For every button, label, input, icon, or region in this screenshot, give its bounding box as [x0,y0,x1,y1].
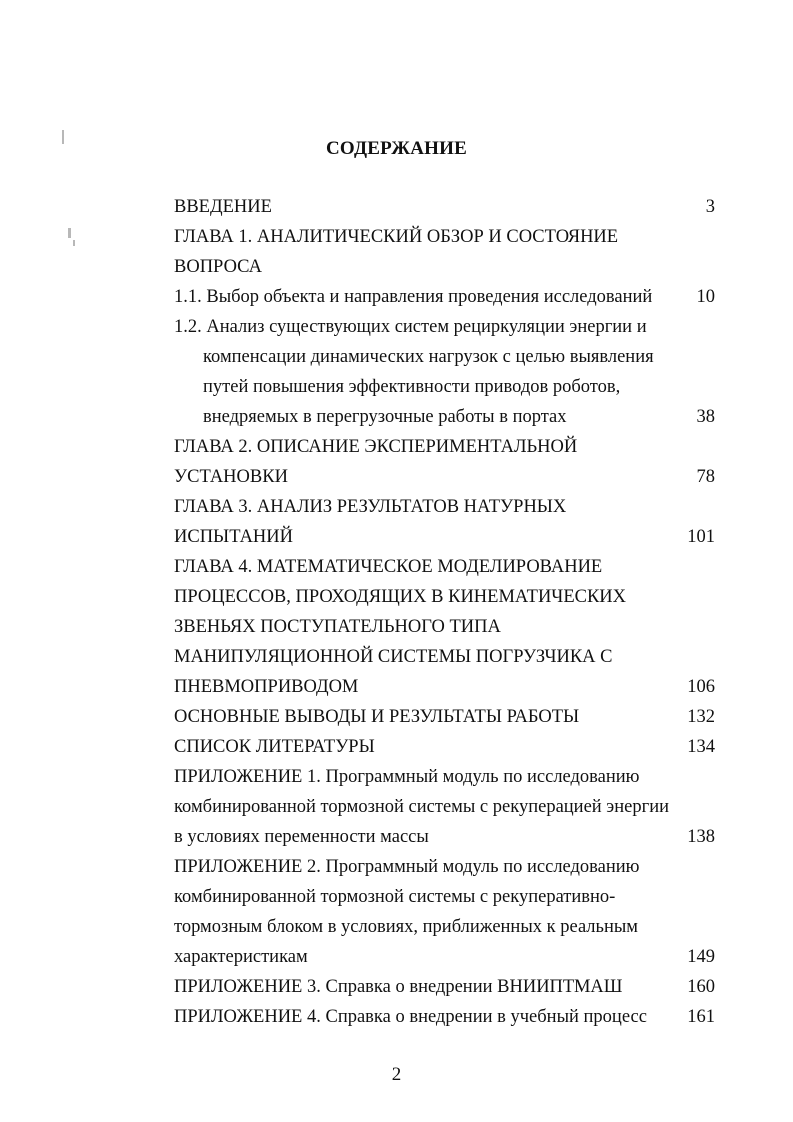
toc-page-number: 160 [687,977,715,997]
toc-entry-line: ЗВЕНЬЯХ ПОСТУПАТЕЛЬНОГО ТИПА [174,617,501,637]
toc-entry-line: ВОПРОСА [174,257,262,277]
toc-entry-line: характеристикам [174,947,308,967]
toc-entry-line: внедряемых в перегрузочные работы в портах [203,407,567,427]
toc-page-number: 132 [687,707,715,727]
toc-page-number: 149 [687,947,715,967]
scan-artifact [68,228,71,238]
toc-entry-line: комбинированной тормозной системы с рекуперативно- [174,887,616,907]
toc-page-number: 38 [696,407,715,427]
toc-entry-line: комбинированной тормозной системы с рекуперацией энергии [174,797,670,817]
toc-page-number: 138 [687,827,715,847]
toc-entry-line: тормозным блоком в условиях, приближенных к реальным [174,917,639,937]
toc-page-number: 101 [687,527,715,547]
toc-page-number: 134 [687,737,715,757]
toc-entry-line: УСТАНОВКИ [174,467,288,487]
toc-entry-line: ГЛАВА 2. ОПИСАНИЕ ЭКСПЕРИМЕНТАЛЬНОЙ [174,437,578,457]
toc-page-number: 10 [696,287,715,307]
toc-entry-line: компенсации динамических нагрузок с целью выявления [203,347,654,367]
toc-entry-line: ГЛАВА 1. АНАЛИТИЧЕСКИЙ ОБЗОР И СОСТОЯНИЕ [174,227,619,247]
toc-entry-line: 1.1. Выбор объекта и направления проведения исследований [174,287,653,307]
toc-entry-line: ПРИЛОЖЕНИЕ 3. Справка о внедрении ВНИИПТМАШ [174,977,623,997]
toc-page-number: 78 [696,467,715,487]
toc-entry-line: ГЛАВА 4. МАТЕМАТИЧЕСКОЕ МОДЕЛИРОВАНИЕ [174,557,603,577]
toc-entry-line: ПРОЦЕССОВ, ПРОХОДЯЩИХ В КИНЕМАТИЧЕСКИХ [174,587,627,607]
toc-entry-line: СПИСОК ЛИТЕРАТУРЫ [174,737,375,757]
toc-page-number: 161 [687,1007,715,1027]
page-number: 2 [391,1064,402,1085]
toc-entry-line: ПРИЛОЖЕНИЕ 1. Программный модуль по исследованию [174,767,640,787]
toc-entry-line: путей повышения эффективности приводов роботов, [203,377,621,397]
toc-entry-line: в условиях переменности массы [174,827,429,847]
scan-artifact [73,240,75,246]
toc-entry-line: 1.2. Анализ существующих систем рециркуляции энергии и [174,317,647,337]
toc-entry-line: ПРИЛОЖЕНИЕ 4. Справка о внедрении в учебный процесс [174,1007,647,1027]
toc-entry-line: ПНЕВМОПРИВОДОМ [174,677,359,697]
toc-entry-line: МАНИПУЛЯЦИОННОЙ СИСТЕМЫ ПОГРУЗЧИКА С [174,647,613,667]
toc-page-number: 106 [687,677,715,697]
toc-entry-line: ИСПЫТАНИЙ [174,527,294,547]
toc-entry-line: ПРИЛОЖЕНИЕ 2. Программный модуль по исследованию [174,857,640,877]
page-title: СОДЕРЖАНИЕ [326,138,467,159]
toc-page-number: 3 [705,197,715,217]
toc-entry-line: ВВЕДЕНИЕ [174,197,272,217]
toc-entry-line: ГЛАВА 3. АНАЛИЗ РЕЗУЛЬТАТОВ НАТУРНЫХ [174,497,567,517]
toc-entry-line: ОСНОВНЫЕ ВЫВОДЫ И РЕЗУЛЬТАТЫ РАБОТЫ [174,707,580,727]
